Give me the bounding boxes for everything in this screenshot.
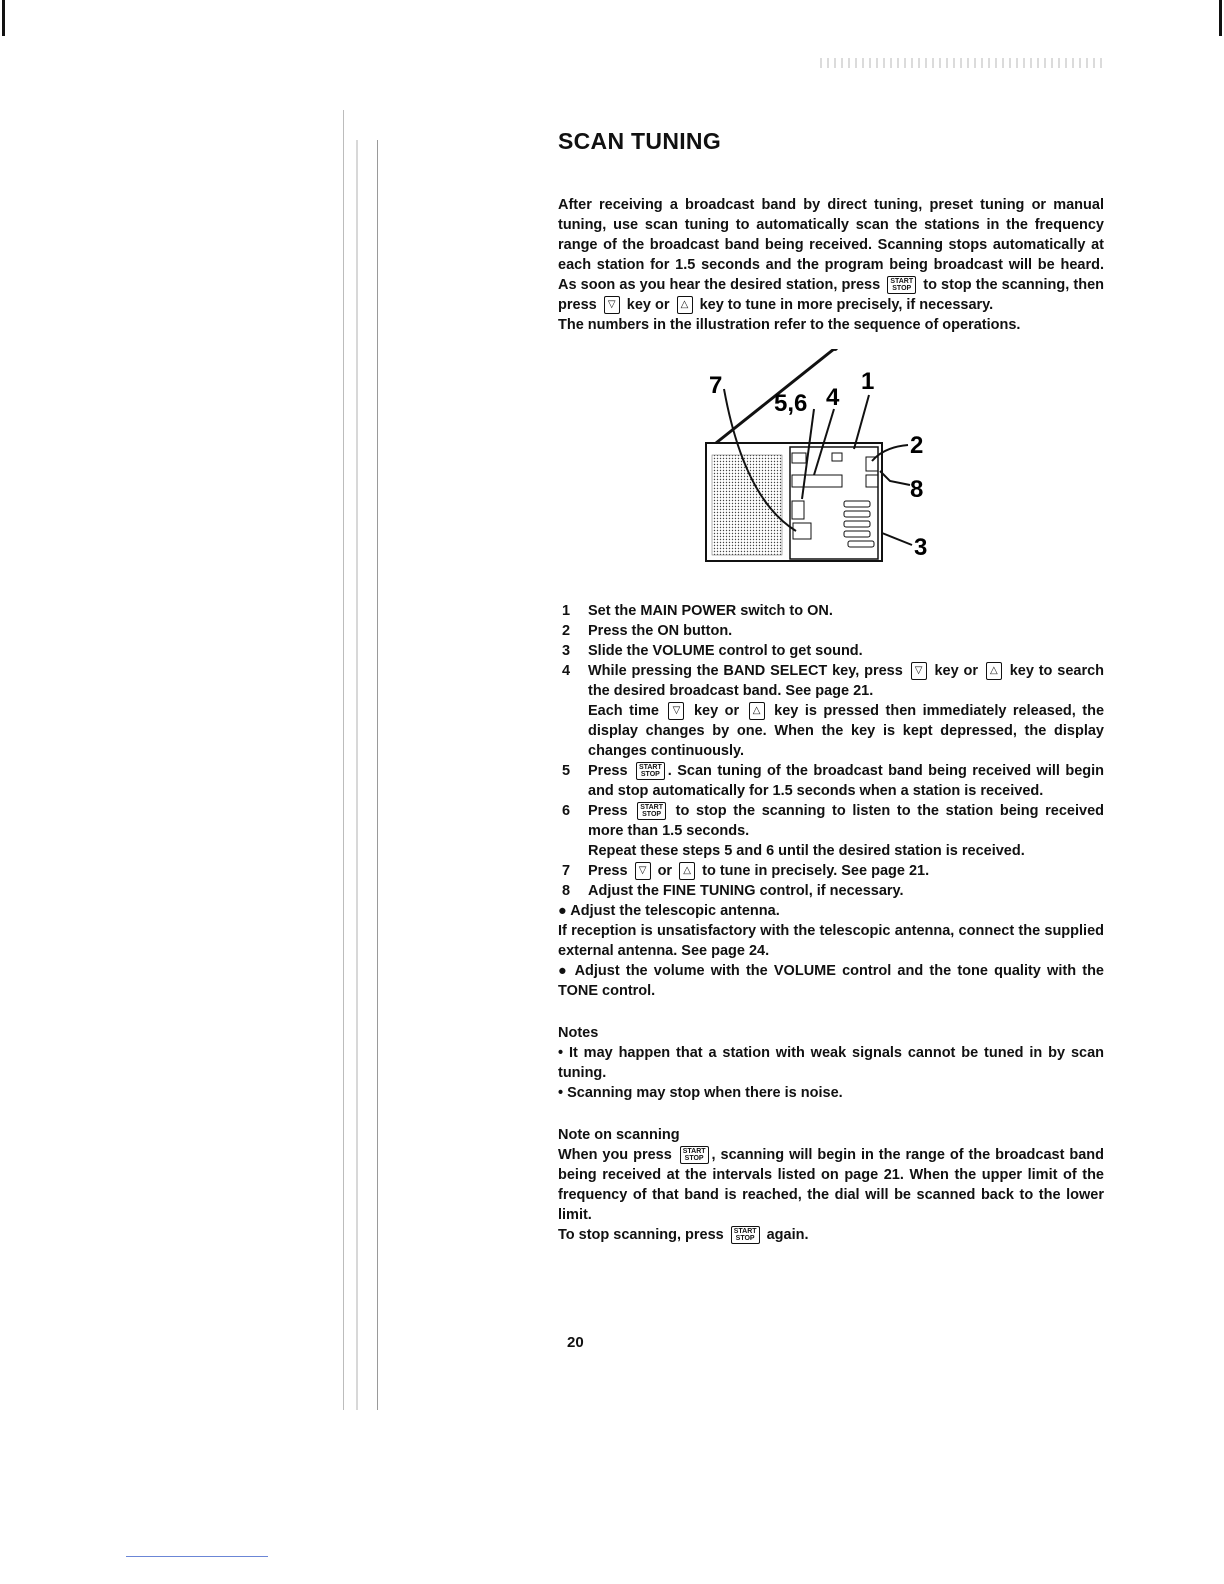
callout-5-6: 5,6 <box>774 390 808 417</box>
page-title: SCAN TUNING <box>558 128 722 154</box>
step-item: 2 Press the ON button. <box>562 623 733 639</box>
page-number: 20 <box>567 1334 584 1351</box>
note-on-scanning-section <box>558 1125 1104 1245</box>
down-key-icon: ▽ <box>604 296 620 314</box>
intro-text: to stop the scanning, then press <box>558 277 1105 313</box>
callout-7: 7 <box>709 372 723 399</box>
binding-line <box>343 110 344 1410</box>
intro-text: After receiving a broadcast band by direct tuning, preset tuning or manual tuning, use scan tuning to automatically scan the stations in the frequency range of the broadcast band being received. Scanning stops automatically at each station for 1.5 seconds and the program being broadcast will be heard. As soon as you hear the desired station, press <box>558 197 1104 293</box>
up-key-icon: △ <box>677 296 693 314</box>
callout-8: 8 <box>910 476 924 503</box>
up-key-icon: △ <box>986 662 1002 680</box>
scan-speckle <box>820 58 1105 68</box>
radio-diagram <box>704 349 964 579</box>
binding-line <box>377 140 378 1410</box>
bottom-rule <box>126 1556 268 1557</box>
down-key-icon: ▽ <box>911 662 927 680</box>
notes-heading: Notes <box>558 1025 599 1041</box>
callout-3: 3 <box>914 534 928 561</box>
start-stop-key-icon: START STOP <box>636 762 665 780</box>
control-panel <box>790 447 878 559</box>
start-stop-key-icon: START STOP <box>887 276 916 294</box>
notes-section <box>558 1023 1104 1103</box>
callout-2: 2 <box>910 432 924 459</box>
step-item: 4 While pressing the BAND SELECT key, press ▽ key or △ key to search the desired broadcast band. See page 21. Each time ▽ key or △ key is pressed then immediately released, the display changes by one. When the key is kept depressed, the display changes continuously. <box>562 663 1105 759</box>
step-item: 8 Adjust the FINE TUNING control, if necessary. <box>562 883 904 899</box>
callout-line-1 <box>854 395 869 449</box>
up-key-icon: △ <box>679 862 695 880</box>
down-key-icon: ▽ <box>668 702 684 720</box>
bullet-antenna: ● Adjust the telescopic antenna. <box>558 903 780 919</box>
page-content <box>558 128 1104 1245</box>
note-on-scanning-text: When you press START STOP , scanning will begin in the range of the broadcast band being received at the intervals listed on page 21. When the upper limit of the frequency of that band is reached, the dial will be scanned back to the lower limit. <box>558 1147 1104 1223</box>
bullet-antenna-text: If reception is unsatisfactory with the telescopic antenna, connect the supplied external antenna. See page 24. <box>558 923 1104 959</box>
callout-line-8 <box>880 471 910 485</box>
up-key-icon: △ <box>749 702 765 720</box>
notes-item: • Scanning may stop when there is noise. <box>558 1085 843 1101</box>
notes-item: • It may happen that a station with weak signals cannot be tuned in by scan tuning. <box>558 1045 1104 1081</box>
illustration-note: The numbers in the illustration refer to the sequence of operations. <box>558 317 1021 333</box>
start-stop-key-icon: START STOP <box>680 1146 709 1164</box>
steps-list <box>558 601 1104 901</box>
down-key-icon: ▽ <box>635 862 651 880</box>
callout-line-3 <box>882 533 912 545</box>
radio-illustration <box>704 349 964 579</box>
intro-text: key or <box>626 297 670 313</box>
callout-1: 1 <box>861 368 875 395</box>
scan-edge-mark-left <box>2 0 5 36</box>
scan-edge-mark-right <box>1219 0 1222 36</box>
note-on-scanning-heading: Note on scanning <box>558 1127 680 1143</box>
step-item: 5 Press START STOP . Scan tuning of the broadcast band being received will begin and stop automatically for 1.5 seconds when a station is received. <box>562 763 1104 799</box>
intro-text: key to tune in more precisely, if necessary. <box>699 297 994 313</box>
step-item: 1 Set the MAIN POWER switch to ON. <box>562 603 833 619</box>
start-stop-key-icon: START STOP <box>637 802 666 820</box>
step-item: 3 Slide the VOLUME control to get sound. <box>562 643 863 659</box>
bullet-volume: ● Adjust the volume with the VOLUME control and the tone quality with the TONE control. <box>558 963 1104 999</box>
binding-shadow <box>356 140 358 1410</box>
intro-paragraph <box>558 195 1104 315</box>
start-stop-key-icon: START STOP <box>731 1226 760 1244</box>
step-item: 7 Press ▽ or △ to tune in precisely. See page 21. <box>562 863 930 879</box>
step-item: 6 Press START STOP to stop the scanning to listen to the station being received more than 1.5 seconds. Repeat these steps 5 and 6 until the desired station is received. <box>562 803 1105 859</box>
callout-4: 4 <box>826 384 840 411</box>
note-on-scanning-stop: To stop scanning, press START STOP again. <box>558 1227 809 1243</box>
